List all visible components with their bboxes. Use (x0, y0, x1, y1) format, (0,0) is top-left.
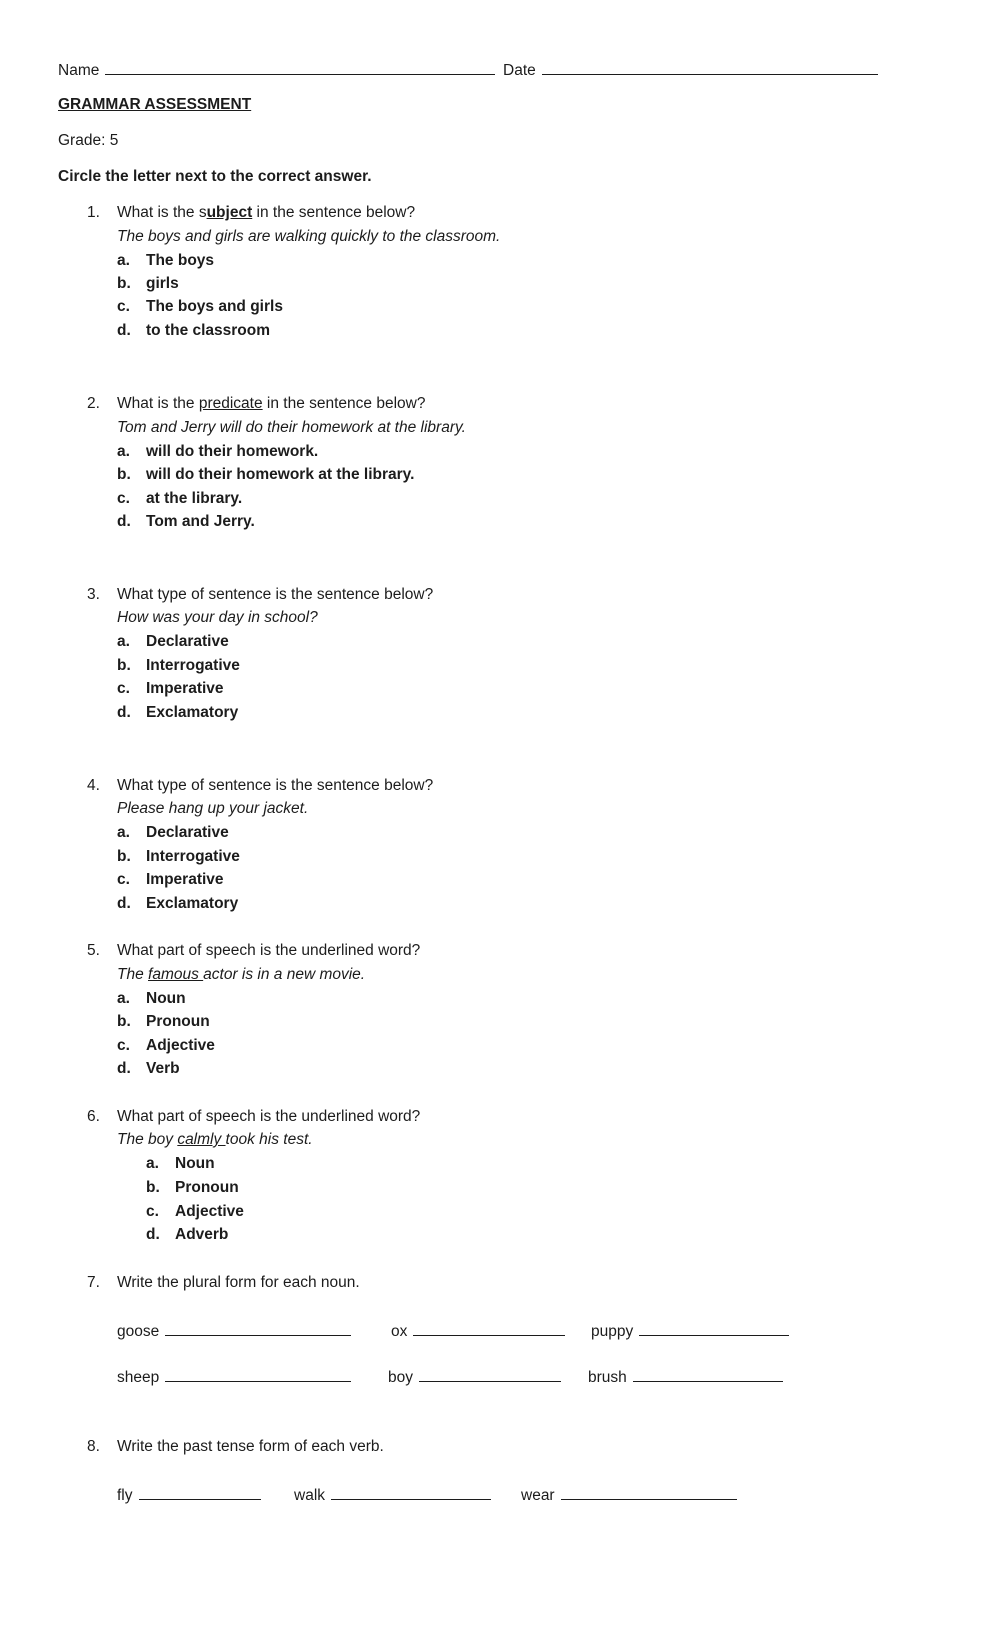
q6-option-a-text: Noun (175, 1155, 215, 1172)
plural-item-goose[interactable] (117, 1321, 351, 1341)
question-1-prompt: What is the subject in the sentence below? (117, 204, 416, 221)
question-2-sentence: Tom and Jerry will do their homework at the library. (117, 419, 466, 436)
q6-option-b-letter[interactable]: b. (146, 1179, 160, 1196)
question-1-number: 1. (87, 204, 100, 221)
q5-option-c-letter[interactable]: c. (117, 1037, 130, 1054)
question-6-sentence: The boy calmly took his test. (117, 1131, 313, 1148)
question-8-prompt: Write the past tense form of each verb. (117, 1438, 384, 1455)
q2-option-c-text: at the library. (146, 490, 243, 507)
q1-option-b-text: girls (146, 275, 179, 292)
past-tense-item-fly[interactable] (117, 1485, 261, 1505)
question-3-prompt: What type of sentence is the sentence below? (117, 586, 434, 603)
q3-option-b-letter[interactable]: b. (117, 657, 131, 674)
plural-answer-blank[interactable] (419, 1367, 561, 1382)
question-2-prompt: What is the predicate in the sentence below? (117, 395, 426, 412)
question-7-number: 7. (87, 1274, 100, 1291)
date-label: Date (503, 62, 536, 79)
question-1-keyword: ubject (206, 204, 253, 221)
q2-option-c-letter[interactable]: c. (117, 490, 130, 507)
question-3-number: 3. (87, 586, 100, 603)
plural-word: sheep (117, 1369, 160, 1386)
plural-item-puppy[interactable] (591, 1321, 789, 1341)
past-tense-answer-blank[interactable] (561, 1485, 737, 1500)
q5-option-a-text: Noun (146, 990, 186, 1007)
q5-option-d-letter[interactable]: d. (117, 1060, 131, 1077)
q1-option-d-text: to the classroom (146, 322, 271, 339)
plural-word: goose (117, 1323, 160, 1340)
past-tense-word: wear (521, 1487, 555, 1504)
q6-option-a-letter[interactable]: a. (146, 1155, 159, 1172)
past-tense-item-wear[interactable] (521, 1485, 737, 1505)
q5-option-b-letter[interactable]: b. (117, 1013, 131, 1030)
q2-option-b-text: will do their homework at the library. (146, 466, 415, 483)
page-title: GRAMMAR ASSESSMENT (58, 96, 252, 113)
plural-word: boy (388, 1369, 413, 1386)
q2-option-d-letter[interactable]: d. (117, 513, 131, 530)
q4-option-c-text: Imperative (146, 871, 224, 888)
q1-option-a-text: The boys (146, 252, 215, 269)
q6-option-d-letter[interactable]: d. (146, 1226, 160, 1243)
plural-answer-blank[interactable] (633, 1367, 783, 1382)
plural-word: puppy (591, 1323, 634, 1340)
name-blank[interactable] (105, 60, 495, 75)
q2-option-b-letter[interactable]: b. (117, 466, 131, 483)
plural-word: ox (391, 1323, 408, 1340)
q3-option-b-text: Interrogative (146, 657, 240, 674)
grade-label: Grade: 5 (58, 132, 119, 149)
q1-option-d-letter[interactable]: d. (117, 322, 131, 339)
question-3-sentence: How was your day in school? (117, 609, 318, 626)
q1-option-c-letter[interactable]: c. (117, 298, 130, 315)
q6-option-d-text: Adverb (175, 1226, 229, 1243)
question-6-number: 6. (87, 1108, 100, 1125)
question-5-prompt: What part of speech is the underlined word? (117, 942, 421, 959)
q3-option-a-text: Declarative (146, 633, 229, 650)
q5-option-d-text: Verb (146, 1060, 180, 1077)
question-5-underlined-word: famous (148, 966, 204, 983)
q2-option-a-text: will do their homework. (146, 443, 319, 460)
past-tense-answer-blank[interactable] (331, 1485, 491, 1500)
plural-item-sheep[interactable] (117, 1367, 351, 1387)
q3-option-c-text: Imperative (146, 680, 224, 697)
q6-option-c-text: Adjective (175, 1203, 244, 1220)
question-4-number: 4. (87, 777, 100, 794)
q1-option-b-letter[interactable]: b. (117, 275, 131, 292)
question-2-number: 2. (87, 395, 100, 412)
past-tense-answer-blank[interactable] (139, 1485, 261, 1500)
q4-option-c-letter[interactable]: c. (117, 871, 130, 888)
q2-option-d-text: Tom and Jerry. (146, 513, 255, 530)
q4-option-b-letter[interactable]: b. (117, 848, 131, 865)
q3-option-c-letter[interactable]: c. (117, 680, 130, 697)
plural-word: brush (588, 1369, 627, 1386)
question-5-number: 5. (87, 942, 100, 959)
q4-option-d-text: Exclamatory (146, 895, 239, 912)
question-7-prompt: Write the plural form for each noun. (117, 1274, 360, 1291)
past-tense-word: fly (117, 1487, 133, 1504)
plural-answer-blank[interactable] (413, 1321, 565, 1336)
q5-option-c-text: Adjective (146, 1037, 215, 1054)
q1-option-a-letter[interactable]: a. (117, 252, 130, 269)
plural-answer-blank[interactable] (165, 1367, 351, 1382)
plural-item-ox[interactable] (391, 1321, 565, 1341)
plural-answer-blank[interactable] (639, 1321, 789, 1336)
date-blank[interactable] (542, 60, 878, 75)
question-6-prompt: What part of speech is the underlined word? (117, 1108, 421, 1125)
question-4-sentence: Please hang up your jacket. (117, 800, 309, 817)
past-tense-item-walk[interactable] (294, 1485, 491, 1505)
question-4-prompt: What type of sentence is the sentence below? (117, 777, 434, 794)
q4-option-a-text: Declarative (146, 824, 229, 841)
q3-option-d-letter[interactable]: d. (117, 704, 131, 721)
plural-item-boy[interactable] (388, 1367, 561, 1387)
q4-option-b-text: Interrogative (146, 848, 240, 865)
q4-option-a-letter[interactable]: a. (117, 824, 130, 841)
name-field[interactable] (58, 60, 495, 80)
q1-option-c-text: The boys and girls (146, 298, 283, 315)
q4-option-d-letter[interactable]: d. (117, 895, 131, 912)
plural-item-brush[interactable] (588, 1367, 783, 1387)
instructions: Circle the letter next to the correct answer. (58, 168, 372, 185)
q3-option-a-letter[interactable]: a. (117, 633, 130, 650)
date-field[interactable] (503, 60, 878, 80)
plural-answer-blank[interactable] (165, 1321, 351, 1336)
question-2-keyword: predicate (198, 395, 263, 412)
q5-option-a-letter[interactable]: a. (117, 990, 130, 1007)
question-5-sentence: The famous actor is in a new movie. (117, 966, 366, 983)
q3-option-d-text: Exclamatory (146, 704, 239, 721)
q2-option-a-letter[interactable]: a. (117, 443, 130, 460)
question-6-underlined-word: calmly (177, 1131, 226, 1148)
q5-option-b-text: Pronoun (146, 1013, 210, 1030)
q6-option-c-letter[interactable]: c. (146, 1203, 159, 1220)
past-tense-word: walk (294, 1487, 326, 1504)
q6-option-b-text: Pronoun (175, 1179, 239, 1196)
name-label: Name (58, 62, 100, 79)
question-1-sentence: The boys and girls are walking quickly to the classroom. (117, 228, 501, 245)
question-8-number: 8. (87, 1438, 100, 1455)
